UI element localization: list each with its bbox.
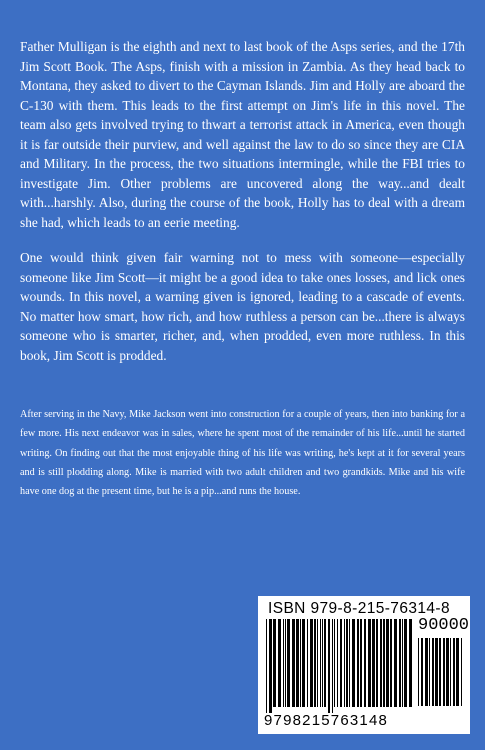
barcode-bar — [337, 619, 338, 707]
barcode-bar — [418, 638, 419, 706]
barcode-bar — [439, 638, 441, 706]
barcode-bar — [317, 619, 318, 707]
barcode-bar — [432, 638, 434, 706]
price-barcode-bars — [418, 638, 464, 712]
barcode-bar — [461, 638, 462, 706]
barcode-bar — [292, 619, 295, 707]
barcode-digits: 9798215763148 — [264, 712, 389, 729]
barcode-bar — [349, 619, 350, 707]
barcode-bar — [320, 619, 321, 707]
barcode-bar — [453, 638, 455, 706]
barcode-bar — [314, 619, 316, 707]
synopsis-paragraph-1: Father Mulligan is the eighth and next to last book of the Asps series, and the 17th Jim Scott Book. The Asps, finish with a mission in Zambia. As they head back to Montana, they asked to divert to the Cayman Islands. Jim and Holly are aboard the C-130 with them. This leads to the first attempt on Jim's life in this novel. The team also gets involved trying to thwart a terrorist attack in America, even though it is far outside their purview, and well against the law to do so since they are CIA and Military. In the process, the two situations intermingle, while the FBI tries to investigate Jim. Other problems are uncovered along the way...and dealt with...harshly. Also, during the course of the book, Holly has to deal with a dream she had, which leads to an eerie meeting. — [20, 39, 465, 230]
barcode-bar — [334, 619, 335, 707]
barcode-bar — [402, 619, 403, 707]
barcode-bar — [376, 619, 378, 707]
barcode-bar — [429, 638, 430, 706]
barcode-bar — [409, 619, 412, 707]
barcode-bar — [383, 619, 385, 707]
barcode-bar — [446, 638, 449, 706]
barcode-bar — [300, 619, 301, 707]
barcode-bar — [425, 638, 428, 706]
barcode-bar — [368, 619, 371, 707]
barcode-bar — [340, 619, 342, 707]
barcode-bar — [278, 619, 281, 707]
barcode-bar — [435, 638, 438, 706]
barcode-bar — [322, 619, 323, 707]
barcode-bar — [456, 638, 459, 706]
barcode-bar — [364, 619, 366, 707]
barcode-bar — [328, 619, 330, 713]
barcode-bar — [332, 619, 333, 713]
barcode-bar — [283, 619, 284, 707]
barcode-bar — [421, 638, 423, 706]
barcode-bar — [399, 619, 401, 707]
barcode-bar — [273, 619, 276, 707]
barcode-bar — [266, 619, 267, 713]
barcode-bar — [310, 619, 313, 707]
barcode-bar — [302, 619, 305, 707]
barcode-bar — [360, 619, 362, 707]
barcode-bar — [285, 619, 286, 707]
barcode-bar — [287, 619, 290, 707]
barcode-bar — [269, 619, 272, 713]
author-bio: After serving in the Navy, Mike Jackson went into construction for a couple of years, then into banking for a few more. His next endeavor was in sales, where he spent most of the remainder of his life...until he started writing. On finding out that the most enjoyable thing of his life was writing, he's kept at it for several years and is still plodding along. Mike is married with two adult children and two grandkids. Mike and his wife have one dog at the present time, but he is a pip...and runs the house. — [20, 409, 465, 498]
barcode-bar — [357, 619, 359, 707]
synopsis-paragraph-2: One would think given fair warning not to mess with someone—especially someone like Jim Scott—it might be a good idea to take ones losses, and lick ones wounds. In this novel, a warning given is ignored, leading to a cascade of events. No matter how smart, how rich, and how ruthless a person can be...there is always someone who is smarter, richer, and, when prodded, even more ruthless. In this book, Jim Scott is prodded. — [20, 250, 465, 363]
barcode-bar — [307, 619, 308, 707]
isbn-label: ISBN 979-8-215-76314-8 — [268, 600, 450, 617]
barcode-bar — [372, 619, 375, 707]
barcode-bar — [346, 619, 348, 707]
ean-barcode-bars — [266, 619, 414, 713]
barcode-bar — [380, 619, 382, 707]
barcode-bar — [352, 619, 355, 707]
barcode-bar — [344, 619, 345, 707]
barcode-bar — [386, 619, 389, 707]
price-code: 90000 — [418, 616, 470, 635]
isbn-barcode — [258, 596, 470, 734]
barcode-bar — [443, 638, 445, 706]
barcode-bar — [394, 619, 397, 707]
barcode-bar — [404, 619, 407, 707]
barcode-bar — [390, 619, 392, 707]
barcode-bar — [324, 619, 326, 707]
barcode-bar — [296, 619, 299, 707]
barcode-bar — [450, 638, 451, 706]
